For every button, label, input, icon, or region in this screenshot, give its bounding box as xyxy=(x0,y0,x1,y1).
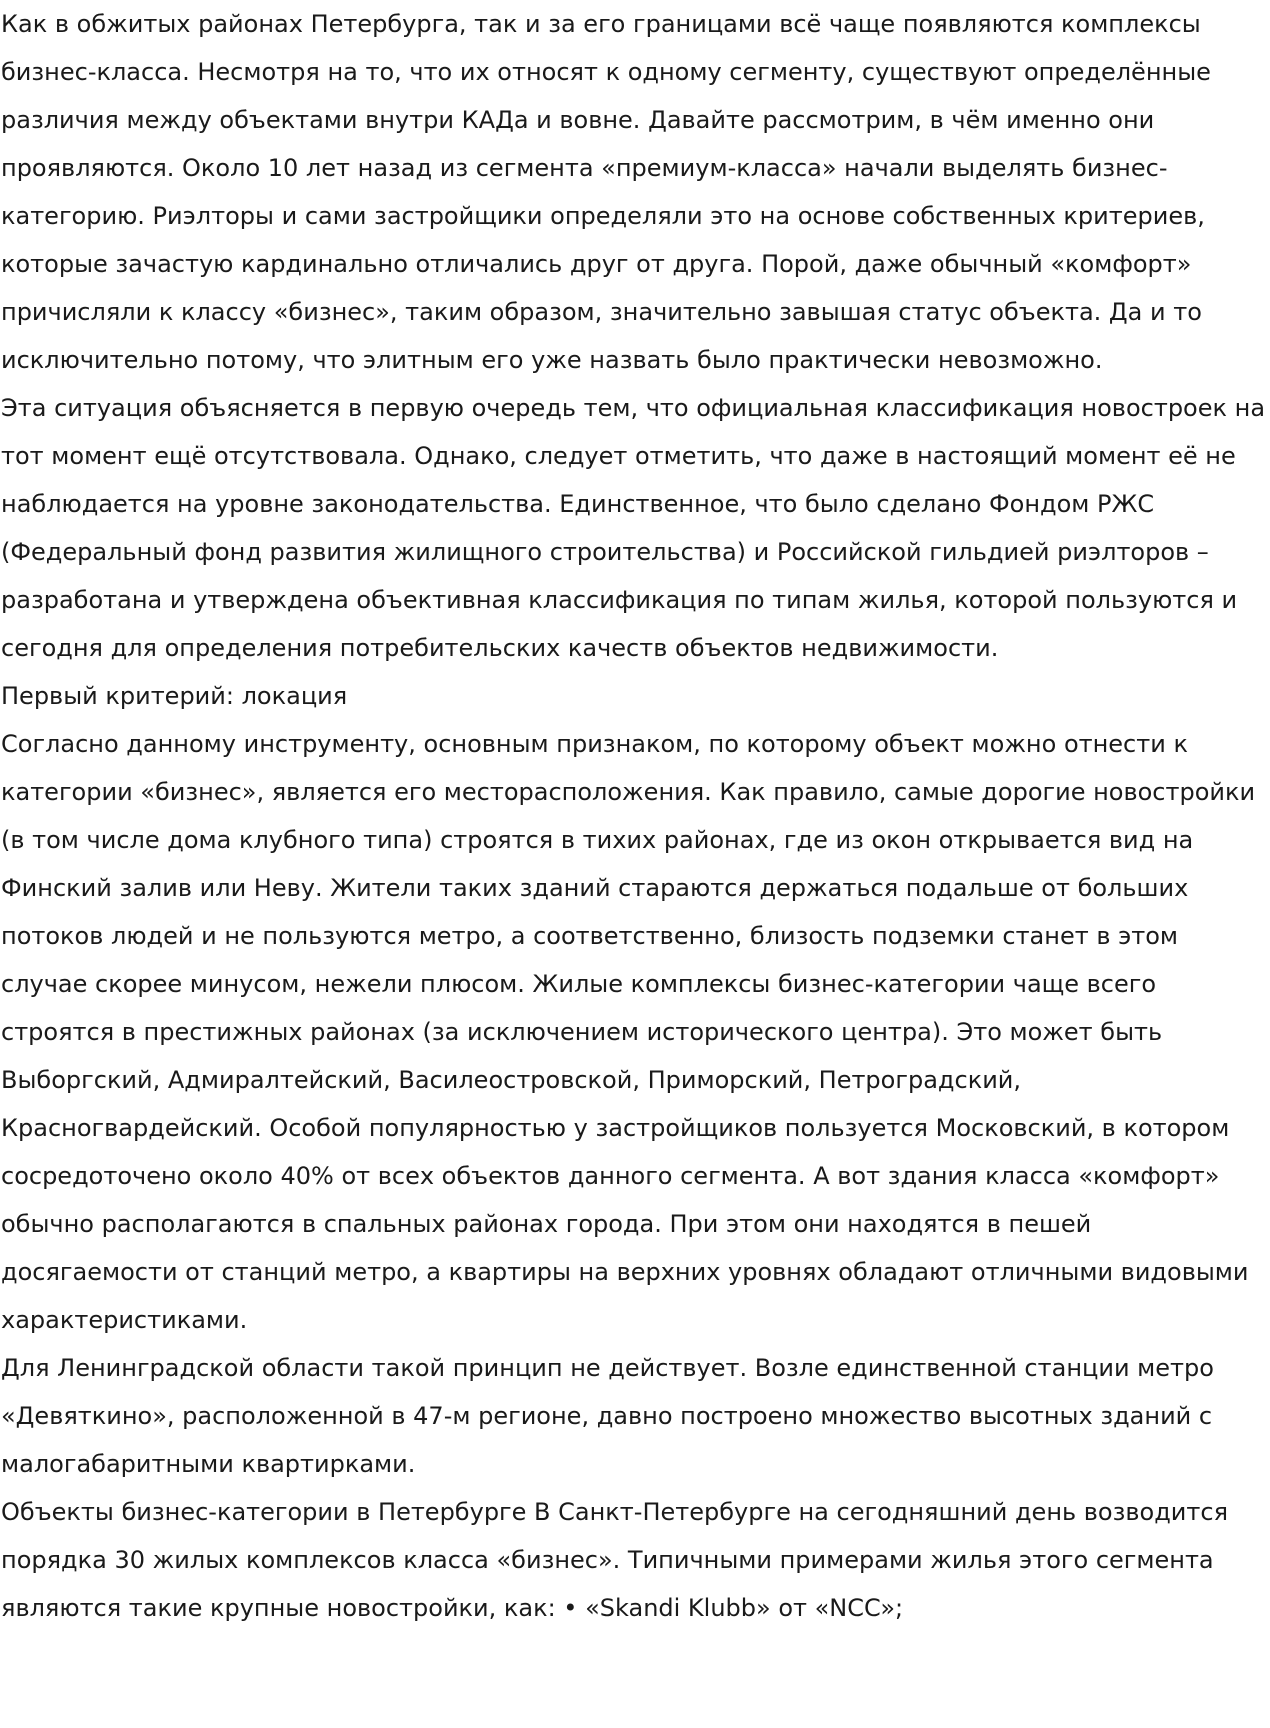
paragraph-leningrad-region: Для Ленинградской области такой принцип не действует. Возле единственной станции метро «Девяткино», расположенной в 47-м регионе, давно построено множество высотных зданий с малогабаритными квартирками. xyxy=(1,1354,1214,1478)
section-heading-location: Первый критерий: локация xyxy=(1,682,348,710)
paragraph-intro: Как в обжитых районах Петербурга, так и за его границами всё чаще появляются комплексы бизнес-класса. Несмотря на то, что их относят к одному сегменту, существуют определённые различия между объектами внутри КАДа и вовне. Давайте рассмотрим, в чём именно они проявляются. Около 10 лет назад из сегмента «премиум-класса» начали выделять бизнес-категорию. Риэлторы и сами застройщики определяли это на основе собственных критериев, которые зачастую кардинально отличались друг от друга. Порой, даже обычный «комфорт» причисляли к классу «бизнес», таким образом, значительно завышая статус объекта. Да и то исключительно потому, что элитным его уже назвать было практически невозможно. xyxy=(1,10,1211,374)
paragraph-location: Согласно данному инструменту, основным признаком, по которому объект можно отнести к категории «бизнес», является его месторасположения. Как правило, самые дорогие новостройки (в том числе дома клубного типа) строятся в тихих районах, где из окон открывается вид на Финский залив или Неву. Жители таких зданий стараются держаться подальше от больших потоков людей и не пользуются метро, а соответственно, близость подземки станет в этом случае скорее минусом, нежели плюсом. Жилые комплексы бизнес-категории чаще всего строятся в престижных районах (за исключением исторического центра). Это может быть Выборгский, Адмиралтейский, Василеостровской, Приморский, Петроградский, Красногвардейский. Особой популярностью у застройщиков пользуется Московский, в котором сосредоточено около 40% от всех объектов данного сегмента. А вот здания класса «комфорт» обычно располагаются в спальных районах города. При этом они находятся в пешей досягаемости от станций метро, а квартиры на верхних уровнях обладают отличными видовыми характеристиками. xyxy=(1,730,1256,1334)
paragraph-business-objects: Объекты бизнес-категории в Петербурге В Санкт-Петербурге на сегодняшний день возводится порядка 30 жилых комплексов класса «бизнес». Типичными примерами жилья этого сегмента являются такие крупные новостройки, как: • «Skandi Klubb» от «NCC»; xyxy=(1,1498,1228,1622)
paragraph-classification: Эта ситуация объясняется в первую очередь тем, что официальная классификация новостроек на тот момент ещё отсутствовала. Однако, следует отметить, что даже в настоящий момент её не наблюдается на уровне законодательства. Единственное, что было сделано Фондом РЖС (Федеральный фонд развития жилищного строительства) и Российской гильдией риэлторов – разработана и утверждена объективная классификация по типам жилья, которой пользуются и сегодня для определения потребительских качеств объектов недвижимости. xyxy=(1,394,1266,662)
